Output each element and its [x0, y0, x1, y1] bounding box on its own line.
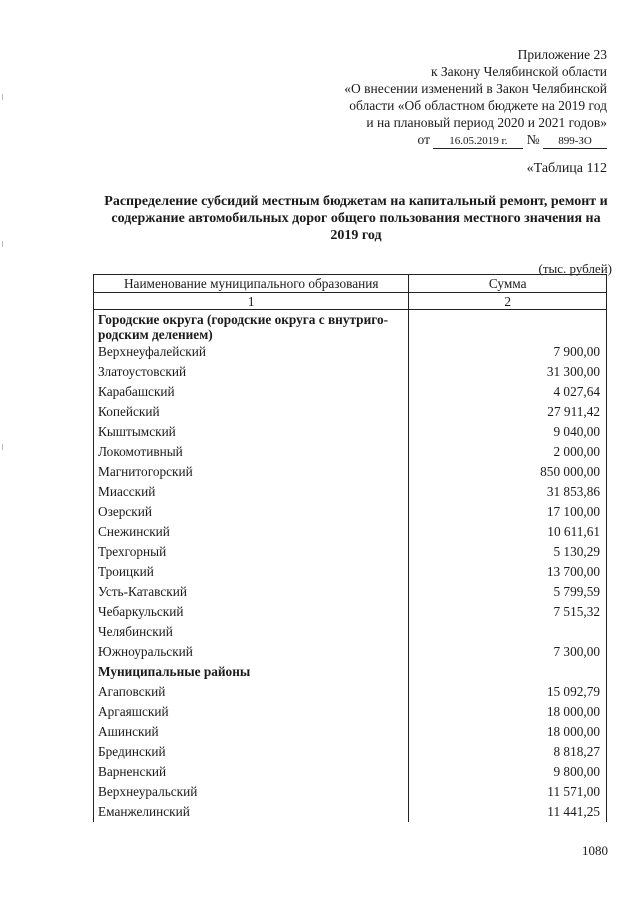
subsidy-amount: 5 130,29 — [409, 542, 607, 562]
table-reference: «Таблица 112 — [526, 161, 607, 176]
municipality-name: Аргаяшский — [94, 702, 409, 722]
group-row — [94, 662, 607, 682]
municipality-name: Еманжелинский — [94, 802, 409, 822]
table-row — [94, 562, 607, 582]
group-heading-line: родским делением) — [98, 327, 213, 342]
municipality-name: Трехгорный — [94, 542, 409, 562]
municipality-name: Карабашский — [94, 382, 409, 402]
municipality-name: Южноуральский — [94, 642, 409, 662]
subsidy-amount: 15 092,79 — [409, 682, 607, 702]
table-row — [94, 742, 607, 762]
number-prefix: № — [526, 132, 540, 147]
table-row — [94, 522, 607, 542]
subsidy-amount: 7 900,00 — [409, 342, 607, 362]
subsidy-amount: 8 818,27 — [409, 742, 607, 762]
units-note: (тыс. рублей) — [538, 261, 612, 276]
subsidy-amount: 18 000,00 — [409, 722, 607, 742]
subsidy-amount: 31 853,86 — [409, 482, 607, 502]
subsidy-table — [93, 274, 607, 822]
subsidy-amount: 18 000,00 — [409, 702, 607, 722]
municipality-name: Снежинский — [94, 522, 409, 542]
subsidy-amount: 2 000,00 — [409, 442, 607, 462]
table-row — [94, 722, 607, 742]
table-row — [94, 362, 607, 382]
appendix-amendment-line1: «О внесении изменений в Закон Челябинской — [344, 81, 607, 96]
group-sum-cell — [409, 310, 607, 343]
table-row — [94, 542, 607, 562]
group-row — [94, 310, 607, 343]
municipality-name: Усть-Катавский — [94, 582, 409, 602]
table-row — [94, 382, 607, 402]
table-row — [94, 622, 607, 642]
municipality-name: Копейский — [94, 402, 409, 422]
subsidy-amount: 5 799,59 — [409, 582, 607, 602]
municipality-name: Миасский — [94, 482, 409, 502]
table-row — [94, 482, 607, 502]
column-number-2: 2 — [409, 293, 607, 310]
column-header-name: Наименование муниципального образования — [94, 275, 409, 293]
municipality-name: Троицкий — [94, 562, 409, 582]
column-header-sum: Сумма — [409, 275, 607, 293]
appendix-amendment-line3: и на плановый период 2020 и 2021 годов» — [366, 115, 607, 130]
municipality-name: Варненский — [94, 762, 409, 782]
subsidy-amount: 10 611,61 — [409, 522, 607, 542]
subsidy-amount: 11 571,00 — [409, 782, 607, 802]
document-title: Распределение субсидий местным бюджетам на капитальный ремонт, ремонт и содержание автомобильных дорог общего пользования местного значения на 2019 год — [104, 194, 608, 243]
municipality-name: Чебаркульский — [94, 602, 409, 622]
municipality-name: Агаповский — [94, 682, 409, 702]
table-body — [94, 310, 607, 823]
subsidy-amount: 13 700,00 — [409, 562, 607, 582]
table-row — [94, 402, 607, 422]
subsidy-amount: 31 300,00 — [409, 362, 607, 382]
municipality-name: Озерский — [94, 502, 409, 522]
subsidy-amount: 7 300,00 — [409, 642, 607, 662]
table-row — [94, 682, 607, 702]
municipality-name: Брединский — [94, 742, 409, 762]
appendix-number: Приложение 23 — [517, 47, 607, 62]
table-row — [94, 782, 607, 802]
table-row — [94, 762, 607, 782]
subsidy-amount: 11 441,25 — [409, 802, 607, 822]
group-sum-cell — [409, 662, 607, 682]
table-header-row — [94, 275, 607, 293]
scan-mark — [2, 94, 3, 100]
appendix-header — [344, 46, 607, 149]
page-number: 1080 — [582, 843, 608, 858]
table-row — [94, 802, 607, 822]
table-row — [94, 582, 607, 602]
column-number-1: 1 — [94, 293, 409, 310]
municipality-name: Ашинский — [94, 722, 409, 742]
date-prefix: от — [417, 132, 430, 147]
subsidy-amount: 7 515,32 — [409, 602, 607, 622]
table-row — [94, 442, 607, 462]
municipality-name: Кыштымский — [94, 422, 409, 442]
subsidy-amount: 4 027,64 — [409, 382, 607, 402]
appendix-law-ref: к Закону Челябинской области — [430, 64, 607, 79]
subsidy-amount: 27 911,42 — [409, 402, 607, 422]
table-row — [94, 422, 607, 442]
municipality-name: Челябинский — [94, 622, 409, 642]
subsidy-amount — [409, 622, 607, 642]
appendix-amendment-line2: области «Об областном бюджете на 2019 год — [349, 98, 607, 113]
law-number: 899-ЗО — [543, 135, 607, 149]
table-row — [94, 702, 607, 722]
table-row — [94, 602, 607, 622]
scan-mark — [2, 241, 3, 247]
municipality-name: Магнитогорский — [94, 462, 409, 482]
municipality-name: Златоустовский — [94, 362, 409, 382]
table-row — [94, 342, 607, 362]
law-date-number-line — [344, 131, 607, 149]
column-number-row — [94, 293, 607, 310]
group-heading — [94, 310, 409, 343]
law-date: 16.05.2019 г. — [433, 135, 523, 149]
table-row — [94, 462, 607, 482]
municipality-name: Верхнеуральский — [94, 782, 409, 802]
subsidy-amount: 9 800,00 — [409, 762, 607, 782]
scan-mark — [2, 444, 3, 450]
group-heading-line: Городские округа (городские округа с внутриго- — [98, 312, 389, 327]
table-row — [94, 502, 607, 522]
subsidy-amount: 850 000,00 — [409, 462, 607, 482]
group-heading-line: Муниципальные районы — [98, 664, 251, 679]
subsidy-amount: 17 100,00 — [409, 502, 607, 522]
municipality-name: Верхнеуфалейский — [94, 342, 409, 362]
group-heading — [94, 662, 409, 682]
table-row — [94, 642, 607, 662]
municipality-name: Локомотивный — [94, 442, 409, 462]
subsidy-amount: 9 040,00 — [409, 422, 607, 442]
